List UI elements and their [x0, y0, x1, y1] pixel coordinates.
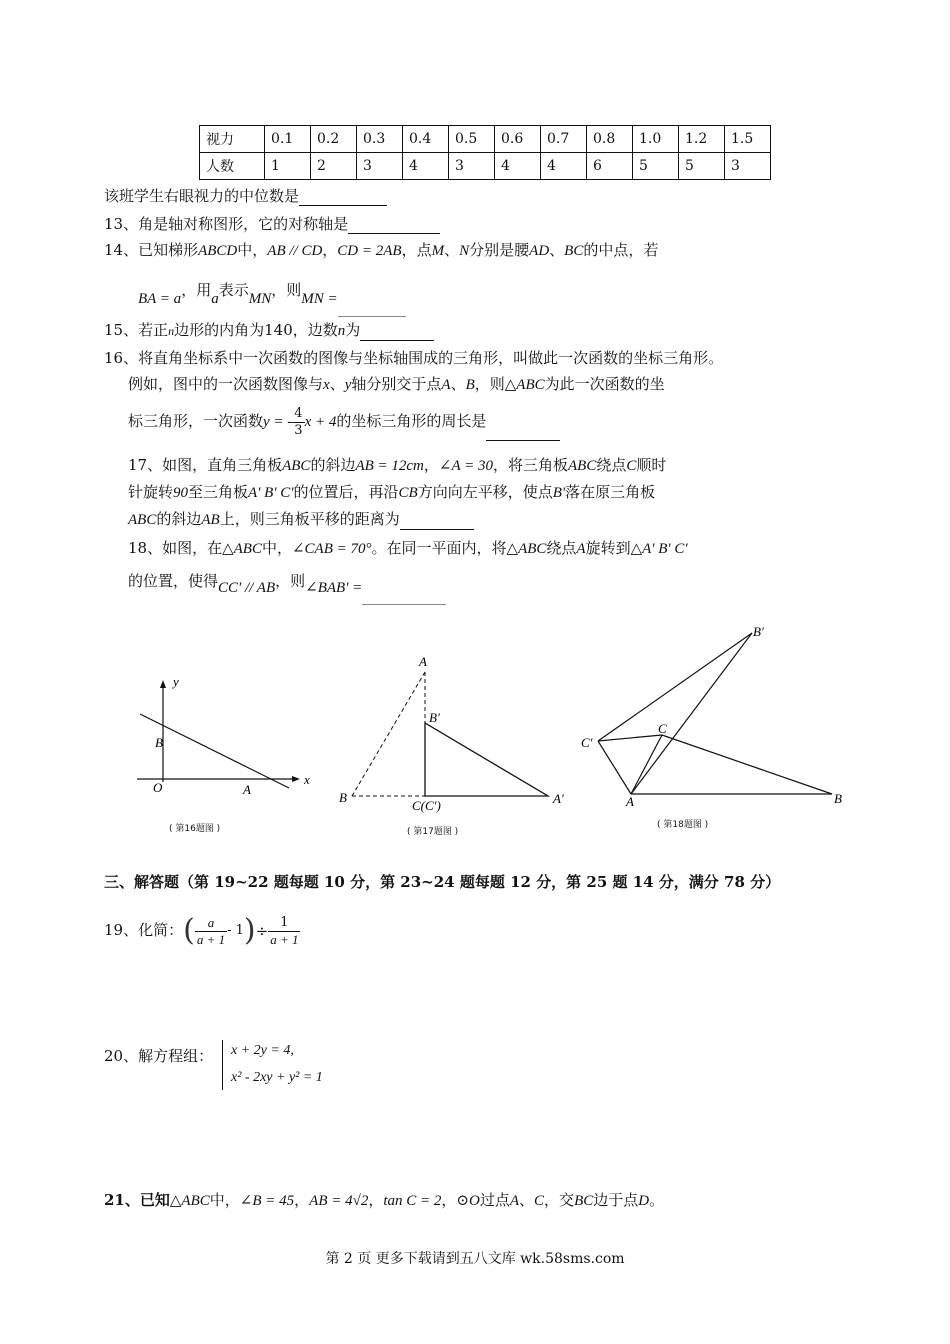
- question-13: 13、角是轴对称图形，它的对称轴是: [104, 214, 440, 234]
- table-cell: 3: [357, 153, 403, 180]
- question-21: 21、已知△ABC中，∠B = 45，AB = 4√2，tan C = 2，⊙O过点A、C，交BC边于点D。: [104, 1191, 665, 1209]
- table-header-cell: 人数: [200, 153, 265, 180]
- table-cell: 1.5: [725, 126, 771, 153]
- label-A: A: [243, 782, 251, 797]
- label-C: C(C′): [412, 798, 441, 813]
- question-17-line3: ABC的斜边AB上，则三角板平移的距离为: [128, 509, 474, 530]
- section-3-heading: 三、解答题（第 19~22 题每题 10 分，第 23~24 题每题 12 分，第 25 题 14 分，满分 78 分）: [104, 873, 781, 891]
- question-19: 19、化简：( $\frac{a}{a + 1}$ - 1)÷ $\frac{1}{a + 1}$: [104, 913, 299, 948]
- dashed-AB: [352, 672, 425, 796]
- label-A: A: [419, 654, 427, 669]
- left-paren: (: [183, 913, 195, 948]
- equation-1: x + 2y = 4,: [231, 1043, 294, 1058]
- table-cell: 0.1: [265, 126, 311, 153]
- table-cell: 5: [679, 153, 725, 180]
- question-14-line1: 14、已知梯形ABCD中，AB // CD，CD = 2AB，点M、N分别是腰AD、BC的中点，若: [104, 241, 659, 259]
- table-cell: 4: [495, 153, 541, 180]
- segment-ACp: [598, 741, 631, 794]
- answer-blank: [299, 189, 387, 206]
- table-cell: 1.0: [633, 126, 679, 153]
- equation-2: x² - 2xy + y² = 1: [231, 1070, 323, 1085]
- table-cell: 4: [541, 153, 587, 180]
- question-18-line2: 的位置，使得CC' // AB，则∠BAB' =: [128, 564, 446, 599]
- table-cell: 1.2: [679, 126, 725, 153]
- question-17-line2: 针旋转90至三角板A' B' C'的位置后，再沿CB方向向左平移，使点B'落在原三角板: [128, 483, 656, 501]
- question-18-line1: 18、如图，在△ABC中，∠CAB = 70°。在同一平面内，将△ABC绕点A旋转到△A' B' C': [128, 539, 688, 557]
- answer-blank: [360, 324, 434, 341]
- table-cell: 1: [265, 153, 311, 180]
- label-Cp: C′: [581, 735, 593, 750]
- figure-18: [581, 624, 842, 809]
- question-16-line1: 16、将直角坐标系中一次函数的图像与坐标轴围成的三角形，叫做此一次函数的坐标三角形。: [104, 349, 724, 367]
- label-A: A: [626, 794, 634, 809]
- segment-ABp: [631, 633, 752, 794]
- question-20-label: 20、解方程组：: [104, 1047, 214, 1065]
- table-cell: 2: [311, 153, 357, 180]
- answer-blank: [486, 424, 560, 441]
- label-B: B: [339, 790, 347, 805]
- table-row: [200, 126, 771, 153]
- table-cell: 0.3: [357, 126, 403, 153]
- table-cell: 0.5: [449, 126, 495, 153]
- right-paren: ): [243, 913, 256, 948]
- label-Bp: B′: [429, 710, 440, 725]
- segment-CpC: [598, 735, 662, 741]
- function-line: [140, 714, 289, 788]
- table-cell: 0.7: [541, 126, 587, 153]
- page-footer: 第 2 页 更多下载请到五八文库 wk.58sms.com: [325, 1251, 625, 1267]
- segment-AC: [631, 735, 662, 794]
- question-16-line2: 例如，图中的一次函数图像与x、y轴分别交于点A、B，则△ABC为此一次函数的坐: [128, 375, 665, 393]
- label-C: C: [658, 721, 667, 736]
- figure-17: [339, 654, 564, 813]
- caption-fig16: ( 第16题图 ): [169, 824, 221, 834]
- answer-blank: [400, 513, 474, 530]
- fraction: $\frac{a}{a + 1}$: [196, 914, 226, 947]
- brace: [222, 1040, 227, 1090]
- label-B: B: [155, 735, 163, 750]
- segment-CB: [662, 735, 832, 794]
- q12-tail: 该班学生右眼视力的中位数是: [104, 186, 387, 206]
- label-Bp: B′: [753, 624, 764, 639]
- question-15: 15、若正n边形的内角为140，边数n为: [104, 320, 434, 341]
- caption-fig17: ( 第17题图 ): [407, 827, 459, 837]
- table-cell: 0.8: [587, 126, 633, 153]
- table-cell: 0.6: [495, 126, 541, 153]
- answer-blank: [338, 300, 406, 317]
- table-header-cell: 视力: [200, 126, 265, 153]
- table-cell: 3: [449, 153, 495, 180]
- label-x: x: [304, 772, 310, 787]
- table-cell: 0.2: [311, 126, 357, 153]
- question-14-line2: BA = a，用a表示MN，则MN =: [138, 272, 406, 309]
- table-cell: 5: [633, 153, 679, 180]
- answer-blank: [362, 588, 446, 605]
- segment-CpBp: [598, 633, 752, 741]
- question-17-line1: 17、如图，直角三角板ABC的斜边AB = 12cm，∠A = 30，将三角板ABC绕点C顺时: [128, 456, 667, 474]
- vision-table: [199, 125, 771, 180]
- label-O: O: [153, 780, 163, 795]
- table-cell: 3: [725, 153, 771, 180]
- question-16-line3: 标三角形，一次函数y = - $\frac{4}{3}$ x + 4的坐标三角形的周长是: [128, 402, 560, 441]
- table-cell: 0.4: [403, 126, 449, 153]
- table-row: [200, 153, 771, 180]
- fraction: $\frac{1}{a + 1}$: [270, 914, 299, 947]
- answer-blank: [348, 217, 440, 234]
- figure-16: [137, 674, 310, 797]
- fraction: $\frac{4}{3}$: [294, 405, 303, 438]
- x-axis-arrow: [292, 776, 300, 782]
- y-axis-arrow: [160, 680, 166, 688]
- triangle-ApBpCp: [425, 723, 548, 796]
- table-cell: 6: [587, 153, 633, 180]
- label-y: y: [173, 674, 179, 689]
- caption-fig18: ( 第18题图 ): [657, 820, 709, 830]
- table-cell: 4: [403, 153, 449, 180]
- label-Ap: A′: [553, 791, 564, 806]
- label-B: B: [834, 791, 842, 806]
- figures: [0, 610, 950, 850]
